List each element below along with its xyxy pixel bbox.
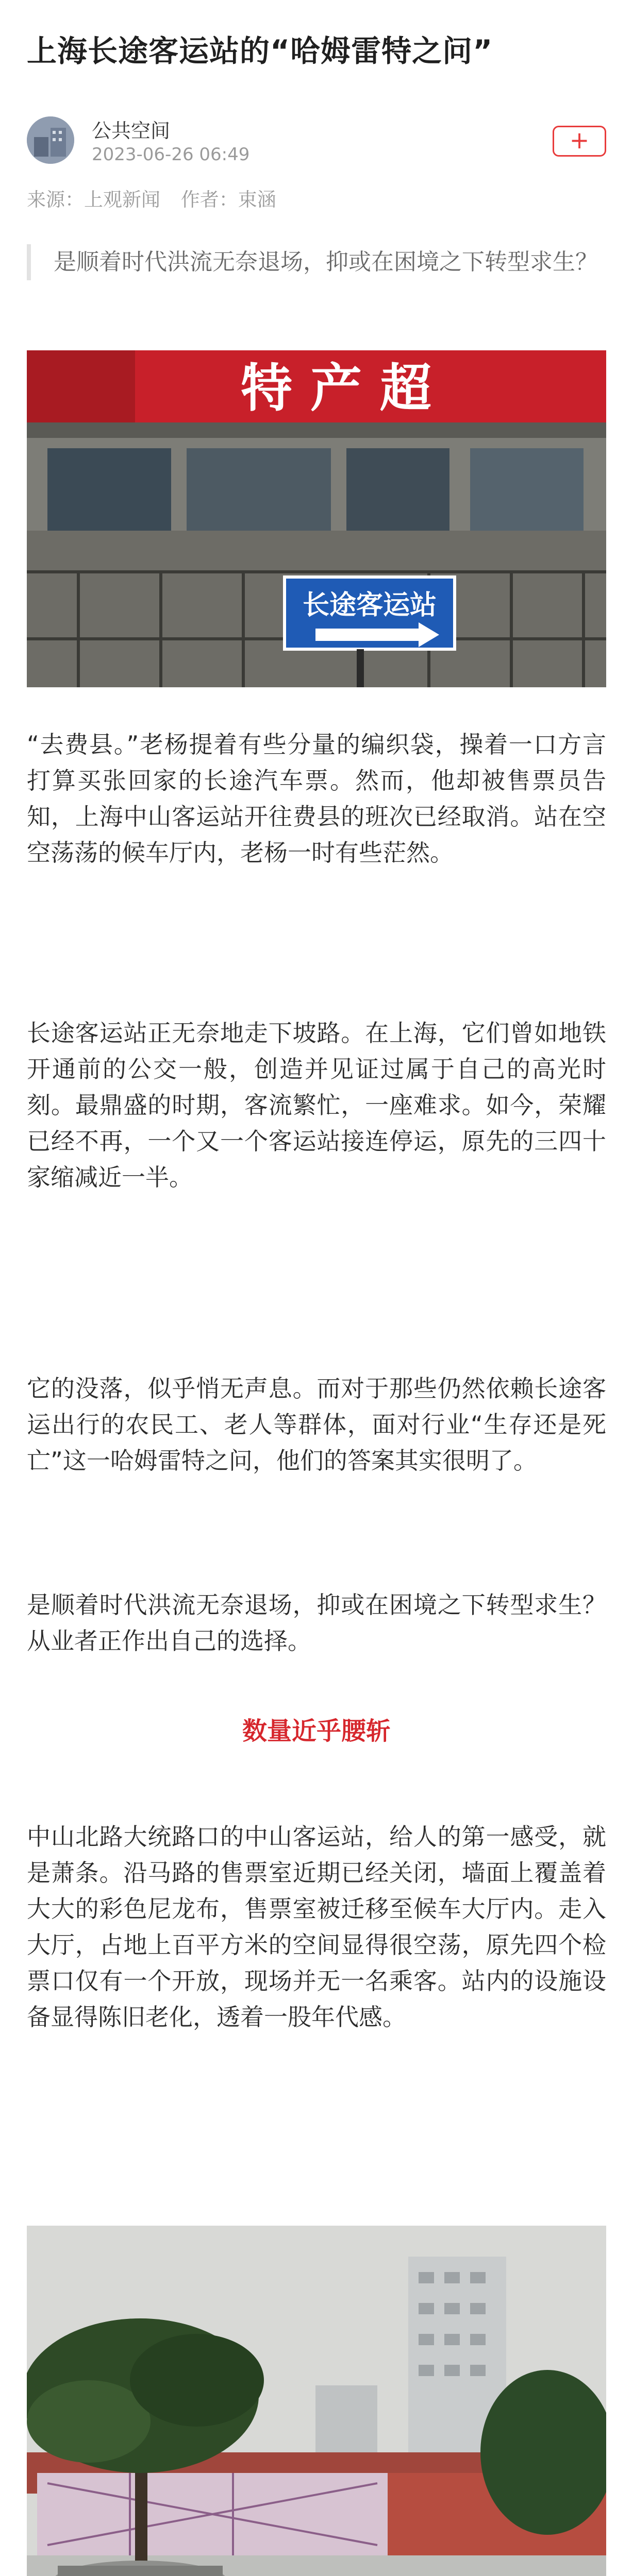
source-row <box>27 189 606 211</box>
photo-ticket-office-covered <box>27 2226 606 2576</box>
author-avatar[interactable] <box>27 116 74 164</box>
section-heading: 数量近乎腰斩 <box>242 1717 391 1745</box>
store-sign-text: 特 产 超 <box>241 358 431 418</box>
photo-station-storefront <box>27 350 606 687</box>
section-paragraph: 中山北路大统路口的中山客运站，给人的第一感受，就是萧条。沿马路的售票室近期已经关闭，墙面上覆盖着大大的彩色尼龙布，售票室被迁移至候车大厅内。走入大厅，占地上百平方米的空间显得很空荡，原先四个检票口仅有一个开放，现场并无一名乘客。站内的设施设备显得陈旧老化，透着一股年代感。 <box>27 1823 606 2031</box>
lead-quote: 是顺着时代洪流无奈退场，抑或在困境之下转型求生？ <box>27 244 606 280</box>
follow-button[interactable]: + <box>553 126 606 157</box>
paragraph-2: 长途客运站正无奈地走下坡路。在上海，它们曾如地铁开通前的公交一般，创造并见证过属于自己的高光时刻。最鼎盛的时期，客流繁忙，一座难求。如今，荣耀已经不再，一个又一个客运站接连停运，原先的三四十家缩减近一半。 <box>27 1019 606 1191</box>
article-title: 上海长途客运站的“哈姆雷特之问” <box>27 33 493 69</box>
publish-time: 2023-06-26 06:49 <box>92 144 250 165</box>
editor-label: 作者：束涵 <box>180 189 276 211</box>
paragraph-3: 它的没落，似乎悄无声息。而对于那些仍然依赖长途客运出行的农民工、老人等群体，面对行业“生存还是死亡”这一哈姆雷特之问，他们的答案其实很明了。 <box>27 1375 606 1475</box>
author-row <box>27 114 606 166</box>
paragraph-4: 是顺着时代洪流无奈退场，抑或在困境之下转型求生？从业者正作出自己的选择。 <box>27 1591 606 1655</box>
author-name[interactable]: 公共空间 <box>92 120 171 142</box>
paragraph-1: “去费县。”老杨提着有些分量的编织袋，操着一口方言打算买张回家的长途汽车票。然而，他却被售票员告知，上海中山客运站开往费县的班次已经取消。站在空空荡荡的候车厅内，老杨一时有些茫然。 <box>27 731 606 867</box>
station-sign-text: 长途客运站 <box>302 590 437 621</box>
source-label: 来源：上观新闻 <box>27 189 160 211</box>
